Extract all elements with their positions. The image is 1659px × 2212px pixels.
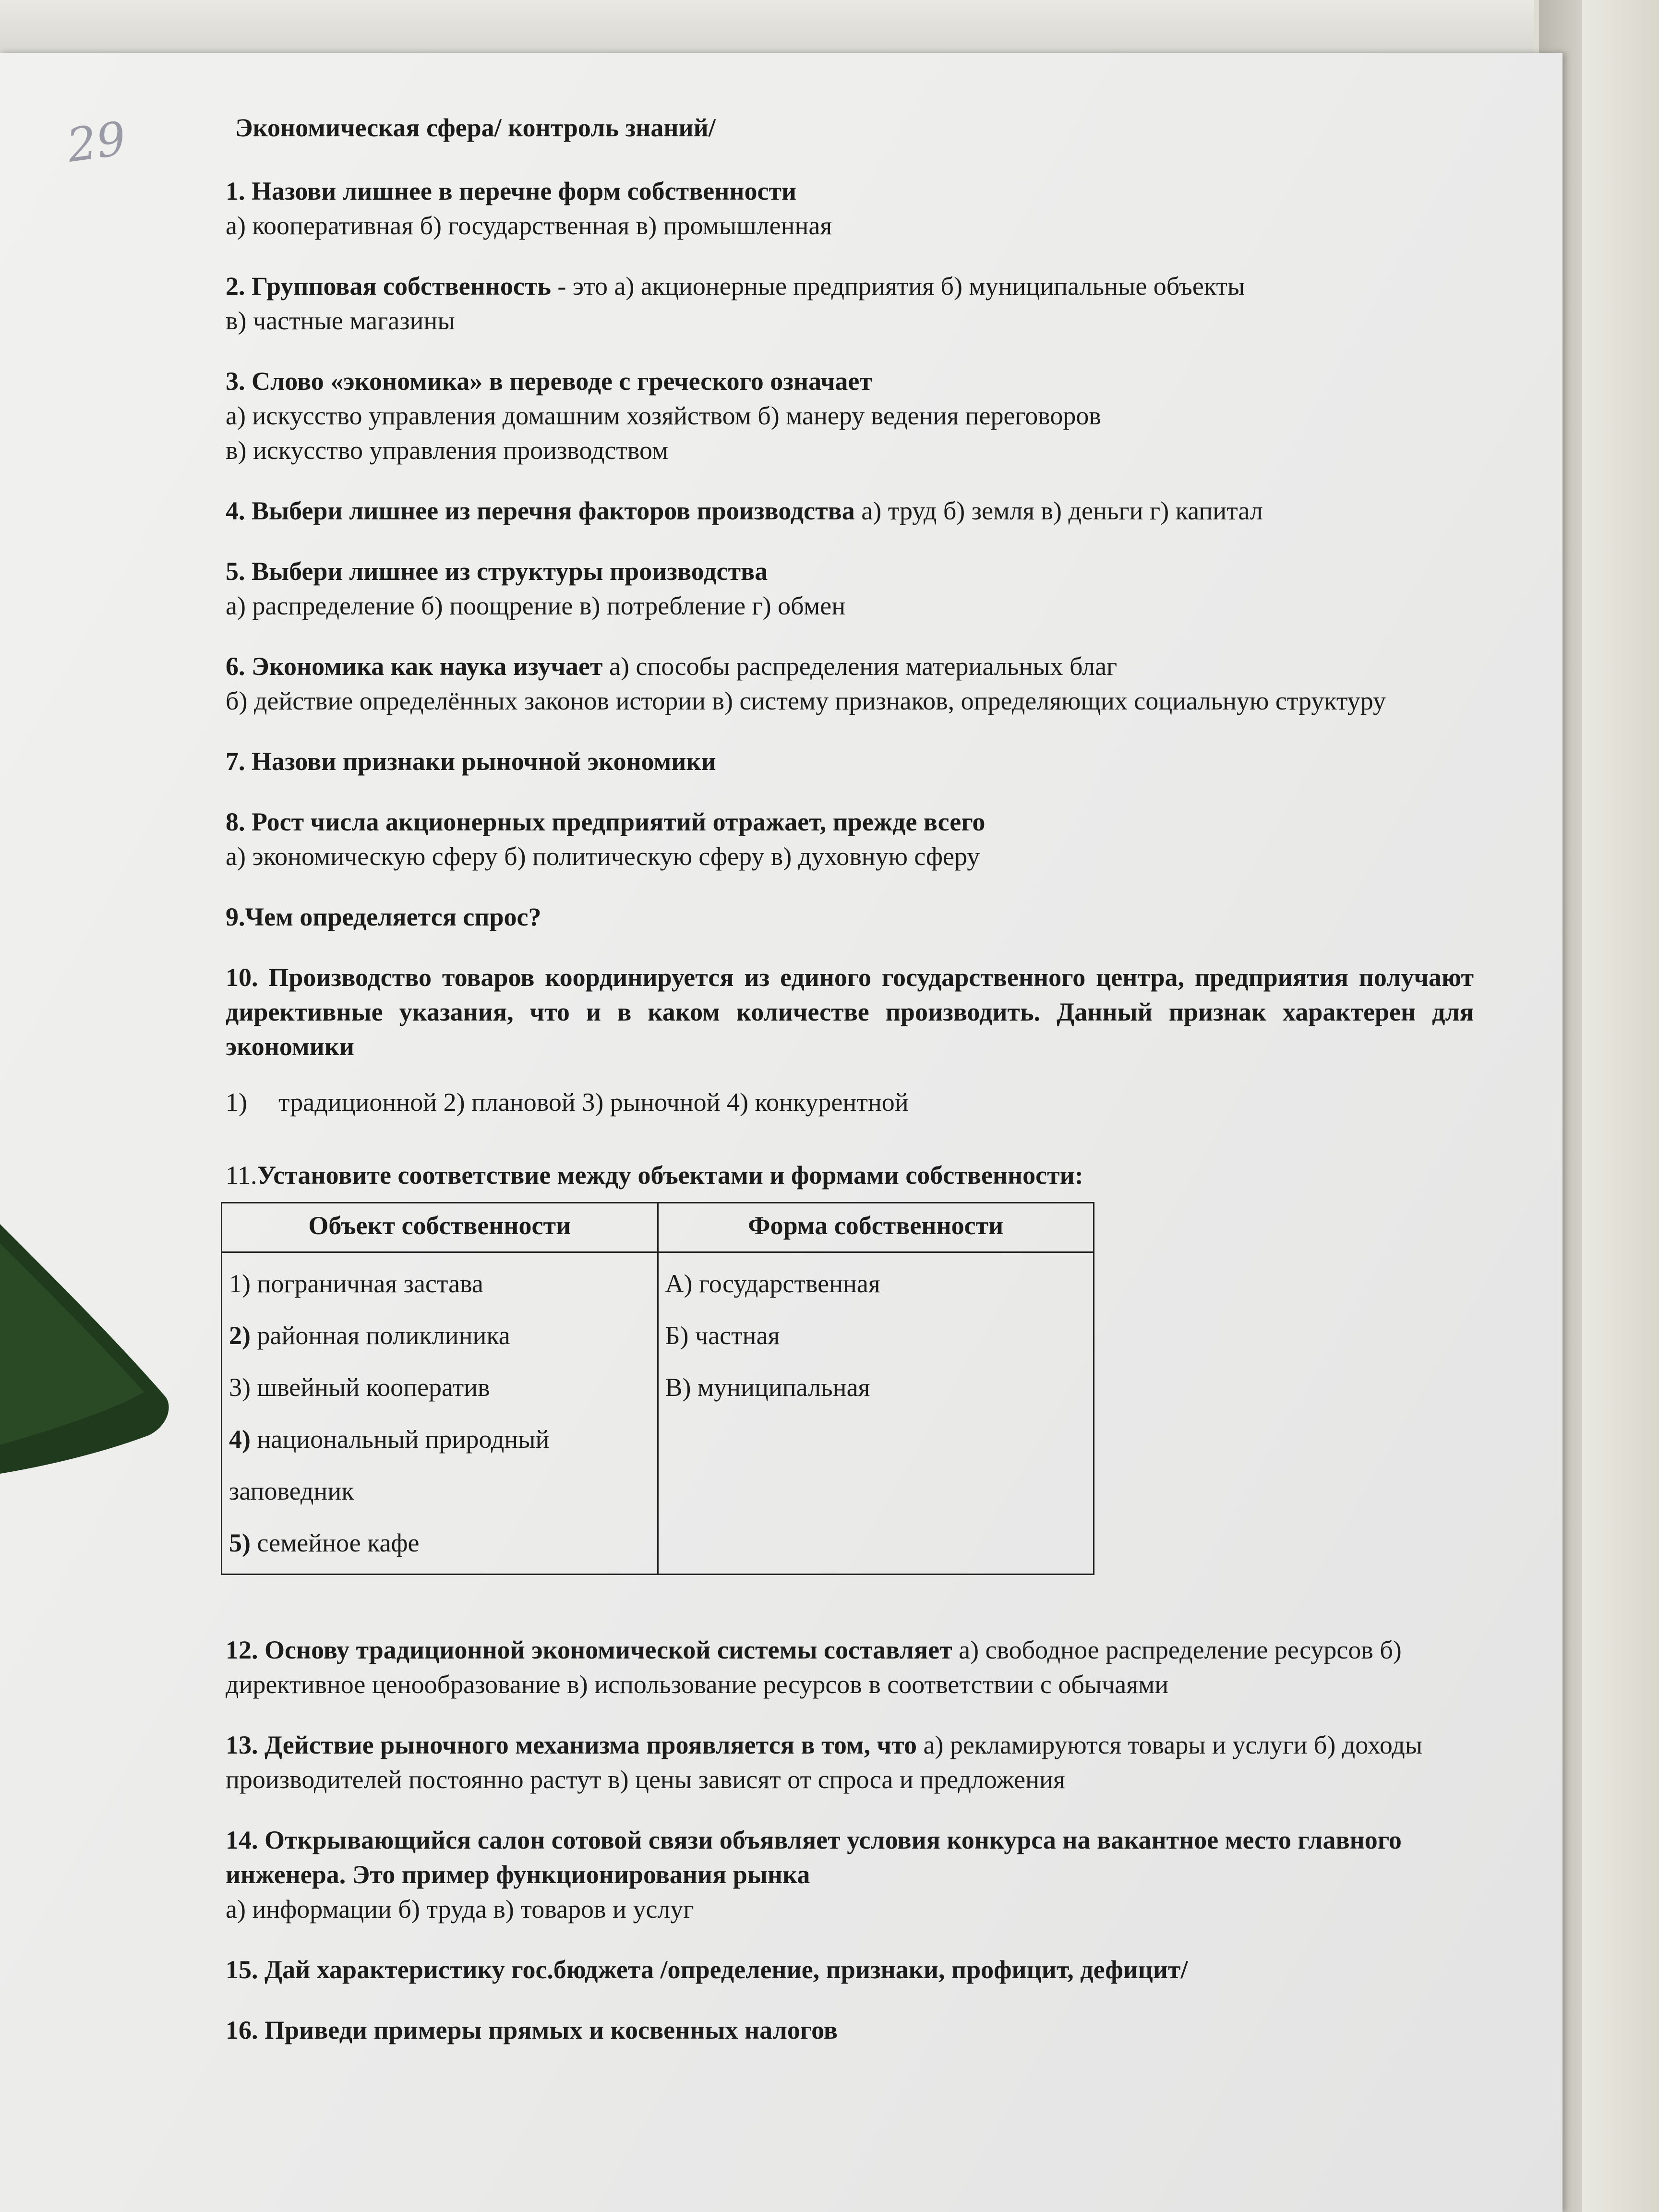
- table-object-text: швейный кооператив: [250, 1373, 490, 1402]
- question-16-text: 16. Приведи примеры прямых и косвенных налогов: [226, 2016, 838, 2044]
- question-5-text: 5. Выбери лишнее из структуры производства: [226, 557, 768, 586]
- question-14-options: а) информации б) труда в) товаров и услуг: [226, 1895, 694, 1923]
- table-form-item: В) муниципальная: [665, 1373, 870, 1402]
- table-object-text: семейное кафе: [250, 1528, 420, 1557]
- question-11-number: 11.: [226, 1161, 257, 1190]
- question-8: [226, 805, 1474, 874]
- question-16: [226, 2013, 1474, 2047]
- question-5-options: а) распределение б) поощрение в) потребление г) обмен: [226, 591, 846, 620]
- matching-table: [221, 1202, 1094, 1575]
- question-11: [226, 1158, 1474, 1192]
- table-object-item: [229, 1465, 650, 1517]
- question-12-text: 12. Основу традиционной экономической системы составляет: [226, 1635, 952, 1664]
- question-2-options: - это а) акционерные предприятия б) муниципальные объекты: [551, 272, 1245, 301]
- question-13-options: а) рекламируются товары и услуги б) доходы производителей постоянно растут в) цены зависят от спроса и предложения: [226, 1731, 1423, 1794]
- question-2-text: 2. Групповая собственность: [226, 272, 551, 301]
- table-forms-cell: [658, 1252, 1094, 1575]
- question-4-text: 4. Выбери лишнее из перечня факторов производства: [226, 496, 855, 525]
- question-15-text: 15. Дай характеристику гос.бюджета /определение, признаки, профицит, дефицит/: [226, 1955, 1188, 1984]
- table-object-item: [229, 1258, 650, 1310]
- question-2: [226, 269, 1474, 338]
- question-6-option-a: а) способы распределения материальных благ: [602, 652, 1118, 681]
- question-7-text: 7. Назови признаки рыночной экономики: [226, 747, 716, 776]
- question-1: [226, 174, 1474, 243]
- question-8-options: а) экономическую сферу б) политическую сферу в) духовную сферу: [226, 842, 980, 871]
- question-15: [226, 1952, 1474, 1987]
- table-object-num: 1): [229, 1269, 251, 1298]
- question-13-text: 13. Действие рыночного механизма проявляется в том, что: [226, 1731, 917, 1759]
- table-object-text: заповедник: [229, 1477, 354, 1505]
- question-9: [226, 900, 1474, 934]
- question-14: [226, 1823, 1474, 1926]
- question-1-text: 1. Назови лишнее в перечне форм собственности: [226, 177, 797, 205]
- question-9-text: 9.Чем определяется спрос?: [226, 902, 541, 931]
- table-form-item: Б) частная: [665, 1321, 780, 1350]
- question-10-options-text: традиционной 2) плановой 3) рыночной 4) конкурентной: [278, 1088, 909, 1117]
- question-8-text: 8. Рост числа акционерных предприятий отражает, прежде всего: [226, 807, 986, 836]
- table-object-text: национальный природный: [250, 1425, 550, 1454]
- question-6: [226, 649, 1474, 718]
- question-4-options: а) труд б) земля в) деньги г) капитал: [854, 496, 1263, 525]
- page-title: Экономическая сфера/ контроль знаний/: [235, 113, 716, 142]
- question-3-options-1: а) искусство управления домашним хозяйством б) манеру ведения переговоров: [226, 401, 1101, 430]
- question-10-options: [226, 1085, 1474, 1119]
- table-object-num: 3): [229, 1373, 251, 1402]
- table-object-num: 2): [229, 1321, 251, 1350]
- question-5: [226, 554, 1474, 623]
- table-object-num: 5): [229, 1528, 251, 1557]
- question-13: [226, 1728, 1474, 1797]
- question-10: [226, 960, 1474, 1064]
- question-12: [226, 1633, 1474, 1702]
- question-12-options: а) свободное распределение ресурсов б) директивное ценообразование в) использование ресурсов в соответствии с обычаями: [226, 1635, 1402, 1699]
- question-10-number: 1): [226, 1088, 247, 1117]
- question-2-options-cont: в) частные магазины: [226, 306, 455, 335]
- background-top: [0, 0, 1659, 58]
- handwritten-number: 29: [63, 111, 130, 173]
- table-object-item: [229, 1310, 650, 1361]
- question-4: [226, 493, 1474, 528]
- table-objects-cell: [222, 1252, 658, 1575]
- table-object-item: [229, 1361, 650, 1413]
- table-header-forms: Форма собственности: [658, 1203, 1094, 1252]
- table-object-item: [229, 1517, 650, 1569]
- plant-leaf-image: [0, 1224, 182, 1474]
- question-14-text: 14. Открывающийся салон сотовой связи объявляет условия конкурса на вакантное место главного инженера. Это пример функционирования рынка: [226, 1826, 1402, 1889]
- table-form-item: А) государственная: [665, 1269, 880, 1298]
- table-object-item: [229, 1413, 650, 1465]
- question-10-text: 10. Производство товаров координируется из единого государственного центра, предприятия получают директивные указания, что и в каком количестве производить. Данный признак характерен для экономики: [226, 963, 1474, 1061]
- worksheet-content: [226, 110, 1474, 2073]
- table-object-num: 4): [229, 1425, 251, 1454]
- table-object-text: пограничная застава: [250, 1269, 483, 1298]
- question-6-options: б) действие определённых законов истории в) систему признаков, определяющих социальную структуру: [226, 686, 1386, 715]
- table-object-text: районная поликлиника: [250, 1321, 510, 1350]
- question-3-options-2: в) искусство управления производством: [226, 436, 669, 465]
- question-11-text: Установите соответствие между объектами и формами собственности:: [257, 1161, 1083, 1190]
- question-3: [226, 364, 1474, 468]
- question-1-options: а) кооперативная б) государственная в) промышленная: [226, 211, 832, 240]
- table-header-objects: Объект собственности: [222, 1203, 658, 1252]
- question-6-text: 6. Экономика как наука изучает: [226, 652, 603, 681]
- question-3-text: 3. Слово «экономика» в переводе с греческого означает: [226, 367, 872, 396]
- question-7: [226, 744, 1474, 779]
